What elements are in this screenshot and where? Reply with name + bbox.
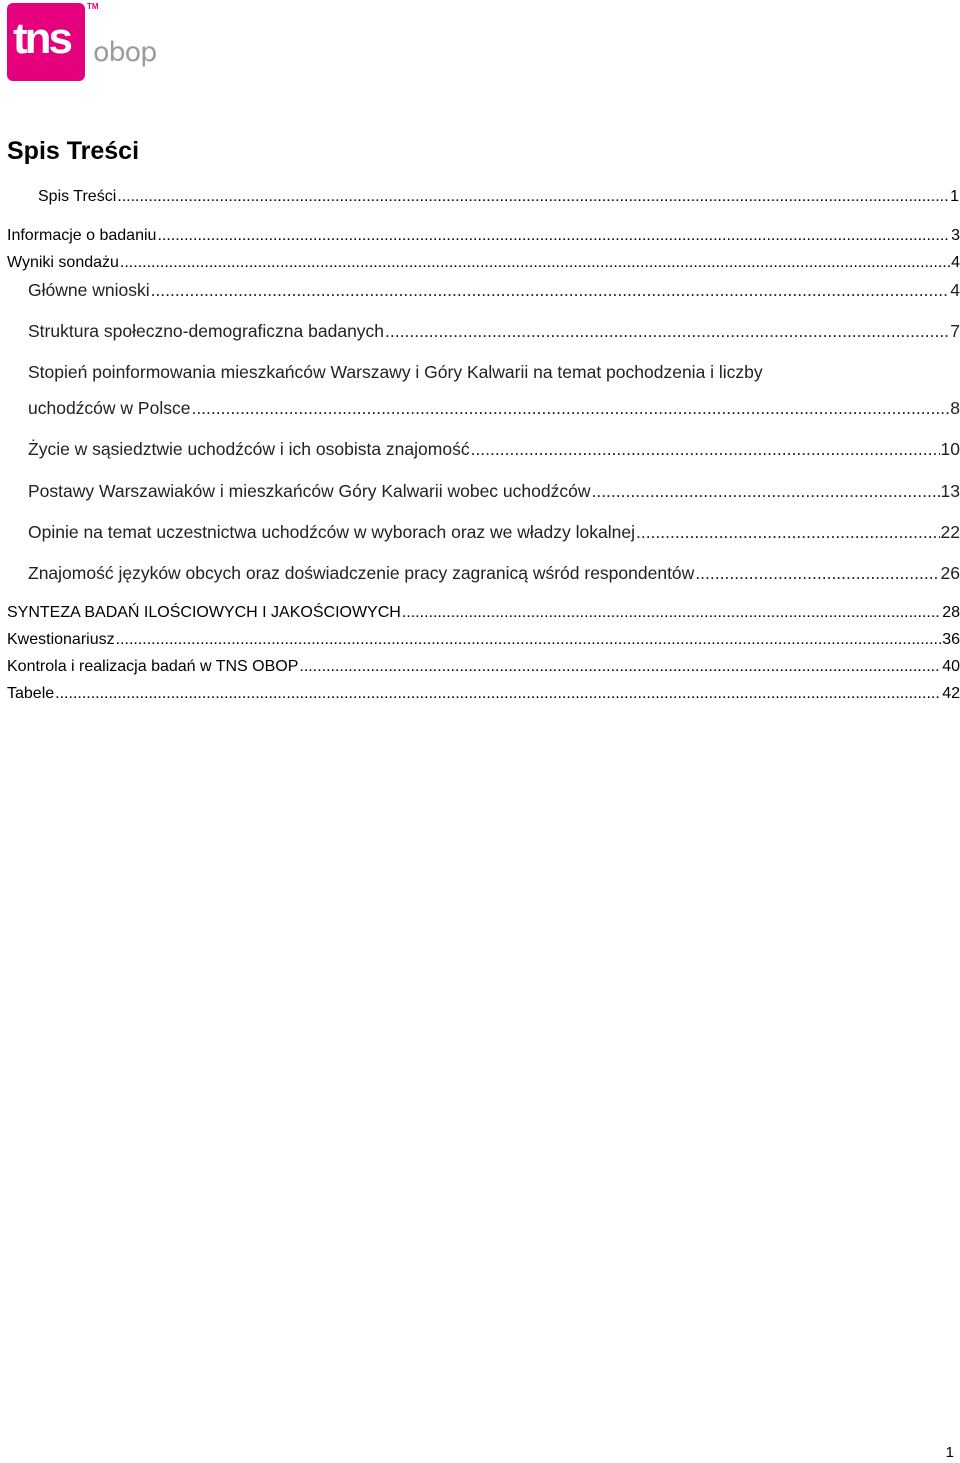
toc-entry[interactable] [28,521,960,543]
toc-entry-page: 10 [940,439,960,459]
toc-entry-label: Spis Treści [38,188,117,205]
toc-entry-page: 4 [951,254,960,271]
toc-leader [116,630,942,650]
toc-leader [695,562,939,584]
logo-sub-text: obop [93,37,157,68]
toc-entry-page: 13 [940,481,960,501]
toc-entry[interactable] [7,253,960,273]
toc-leader [402,603,941,623]
toc-entry-label: Struktura społeczno-demograficzna badanych [28,321,385,341]
toc-entry-label: Życie w sąsiedztwie uchodźców i ich osobista znajomość [28,439,470,459]
toc-entry-page: 22 [940,522,960,542]
toc-entry[interactable] [28,438,960,460]
tns-obop-logo [7,2,157,83]
toc-entry-page: 1 [950,188,959,205]
toc-entry[interactable] [28,279,960,301]
logo-brand-text: tns [13,14,70,63]
toc-entry-line[interactable]: Stopień poinformowania mieszkańców Warszawy i Góry Kalwarii na temat pochodzenia i liczby [28,362,763,382]
toc-entry-page: 4 [950,280,960,300]
toc-entry[interactable] [7,657,960,677]
toc-entry-label: uchodźców w Polsce [28,398,191,418]
toc-entry[interactable] [7,226,960,246]
toc-entry-label: Główne wnioski [28,280,150,300]
logo-badge [7,3,85,81]
toc-leader [191,397,949,419]
toc-leader [55,684,941,704]
toc-entry[interactable] [7,684,960,704]
toc-entry-label: Postawy Warszawiaków i mieszkańców Góry Kalwarii wobec uchodźców [28,481,591,501]
toc-entry-page: 7 [950,321,960,341]
toc-entry-page: 3 [951,227,960,244]
page-number: 1 [945,1444,954,1461]
toc-entry-page: 26 [940,563,960,583]
toc-leader [471,438,940,460]
logo-trademark: TM [87,2,99,11]
toc-entry-label: Informacje o badaniu [7,227,157,244]
toc-leader [151,279,950,301]
toc-leader [385,320,949,342]
toc-entry-label: SYNTEZA BADAŃ ILOŚCIOWYCH I JAKOŚCIOWYCH [7,604,401,621]
toc-entry-label: Wyniki sondażu [7,254,119,271]
toc-entry[interactable] [28,562,960,584]
toc-entry-label: Kontrola i realizacja badań w TNS OBOP [7,658,299,675]
toc-entry-page: 42 [942,685,960,702]
toc-entry[interactable] [28,320,960,342]
toc-entry-page: 8 [950,398,960,418]
toc-leader [591,480,939,502]
toc-title: Spis Treści [7,137,140,165]
toc-entry[interactable] [28,397,960,419]
toc-leader [120,253,950,273]
toc-entry[interactable] [7,630,960,650]
toc-leader [157,226,950,246]
toc-entry-page: 28 [942,604,960,621]
toc-entry-page: 40 [942,658,960,675]
toc-leader [299,657,941,677]
toc-entry[interactable] [7,603,960,623]
toc-entry-label: Tabele [7,685,55,702]
toc-entry[interactable] [28,480,960,502]
toc-leader [636,521,940,543]
toc-leader [117,187,949,207]
toc-entry-page: 36 [942,631,960,648]
toc-entry-label: Znajomość języków obcych oraz doświadczenie pracy zagranicą wśród respondentów [28,563,695,583]
toc-entry-label: Kwestionariusz [7,631,115,648]
toc-entry[interactable] [38,187,959,207]
toc-entry-label: Opinie na temat uczestnictwa uchodźców w wyborach oraz we władzy lokalnej [28,522,635,542]
